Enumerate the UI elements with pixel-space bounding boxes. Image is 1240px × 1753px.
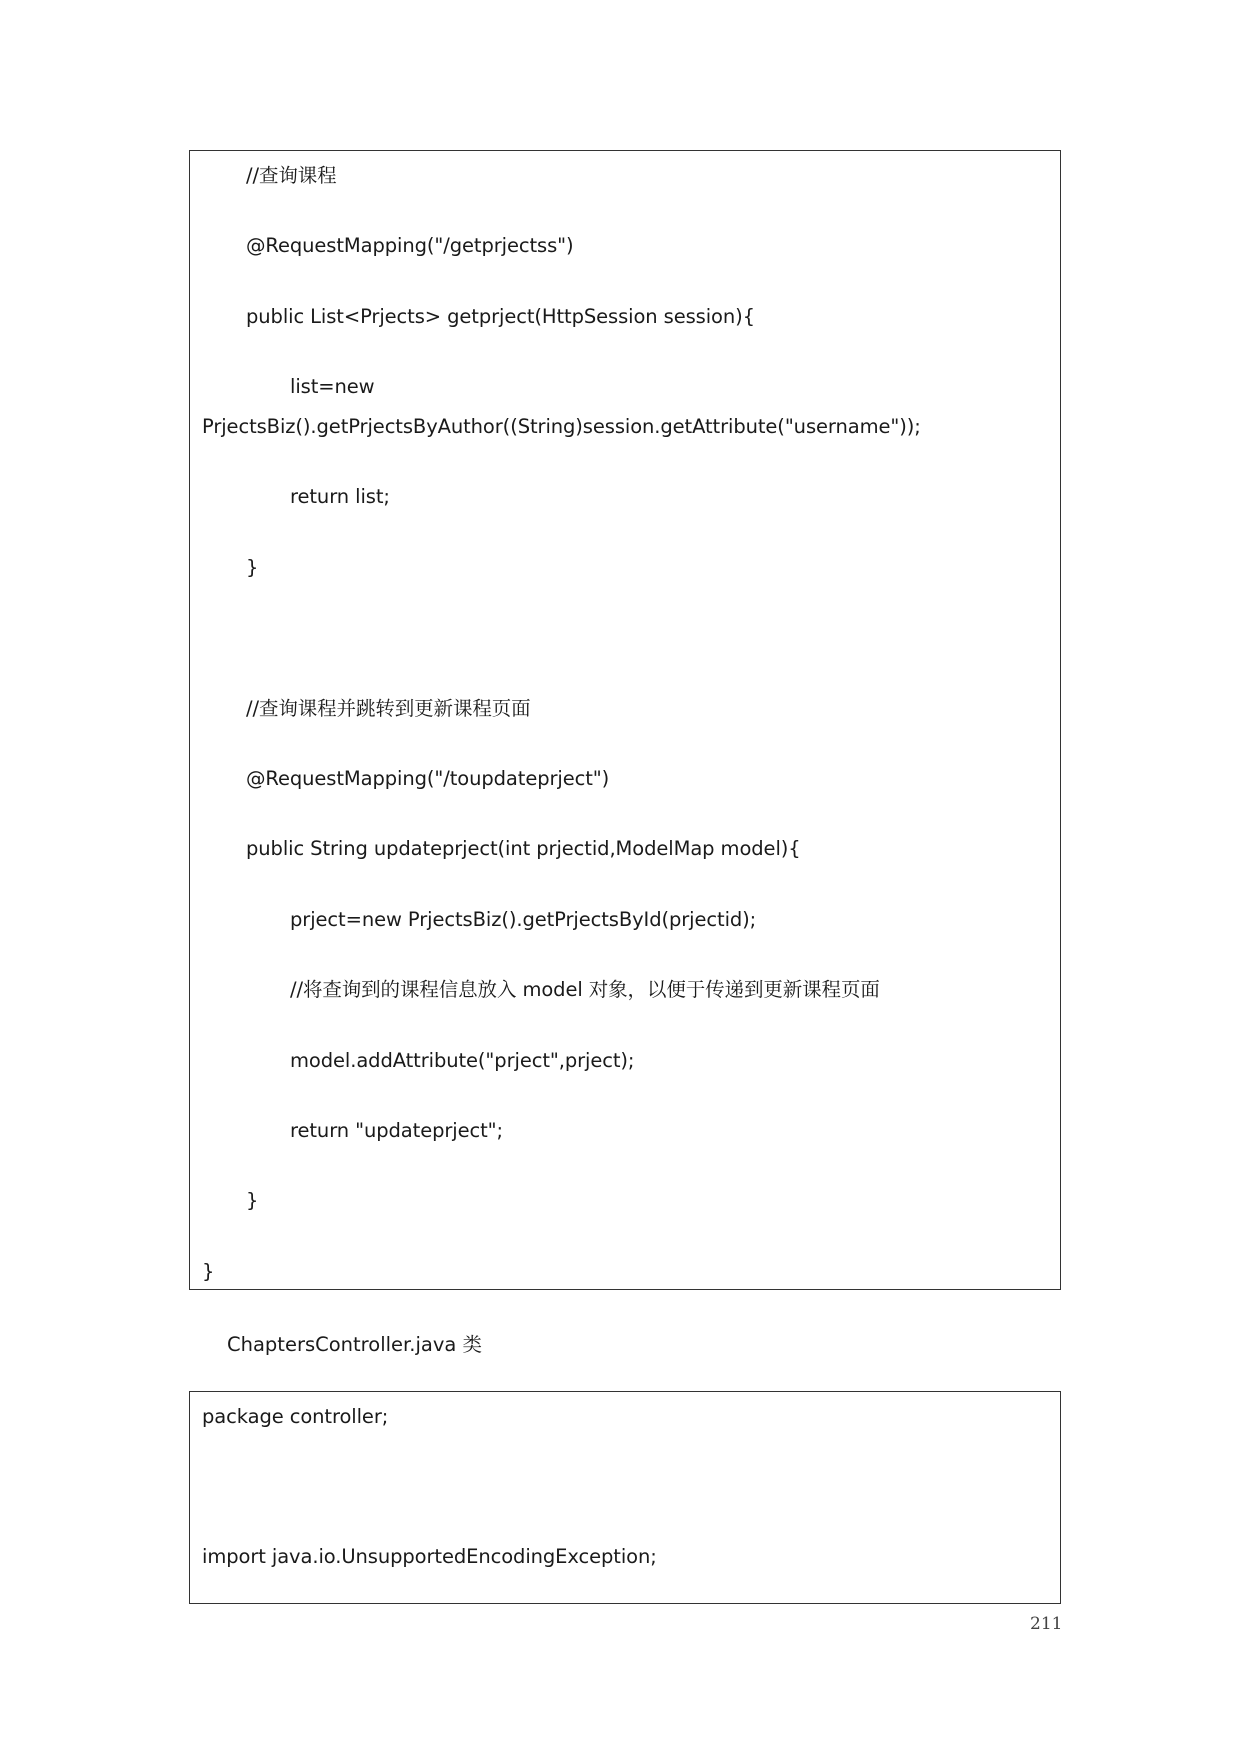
code-line: return list;: [290, 485, 390, 508]
code-block: [189, 150, 1061, 1290]
code-line: //查询课程并跳转到更新课程页面: [246, 697, 531, 720]
code-line: prject=new PrjectsBiz().getPrjectsById(prjectid);: [290, 908, 757, 931]
code-line: }: [246, 556, 259, 579]
code-line: import java.io.UnsupportedEncodingException;: [202, 1545, 657, 1568]
code-line: PrjectsBiz().getPrjectsByAuthor((String)session.getAttribute("username"));: [202, 415, 921, 438]
code-line: public List<Prjects> getprject(HttpSession session){: [246, 305, 755, 328]
code-line: //将查询到的课程信息放入 model 对象，以便于传递到更新课程页面: [290, 978, 880, 1001]
page-number: 211: [1030, 1614, 1063, 1634]
code-line: package controller;: [202, 1405, 389, 1428]
section-caption: ChaptersController.java 类: [227, 1333, 483, 1356]
code-line: @RequestMapping("/toupdateprject"): [246, 767, 610, 790]
code-block: [189, 1391, 1061, 1604]
code-line: public String updateprject(int prjectid,ModelMap model){: [246, 837, 801, 860]
code-line: @RequestMapping("/getprjectss"): [246, 234, 574, 257]
code-line: }: [202, 1260, 215, 1283]
code-line: model.addAttribute("prject",prject);: [290, 1049, 635, 1072]
code-line: }: [246, 1189, 259, 1212]
code-line: return "updateprject";: [290, 1119, 504, 1142]
code-line: //查询课程: [246, 164, 337, 187]
code-line: list=new: [290, 375, 375, 398]
